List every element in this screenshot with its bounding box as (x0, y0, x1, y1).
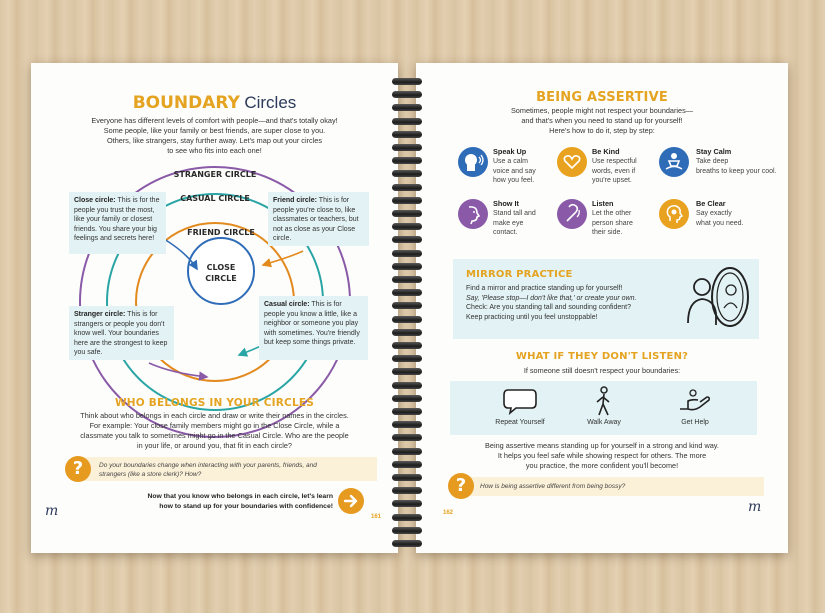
walking-person-icon (592, 385, 616, 417)
intro-line: and that's when you need to stand up for yourself! (521, 116, 683, 125)
options-panel (450, 381, 757, 435)
skill-title: Be Clear (696, 199, 726, 208)
skill-desc-line: breaths to keep your cool. (696, 167, 777, 175)
spiral-ring (392, 461, 422, 468)
question-icon: ? (65, 456, 91, 482)
skill-desc-line: their side. (592, 229, 623, 236)
skill-desc (696, 157, 778, 176)
next-arrow-button[interactable] (338, 488, 364, 514)
intro-line: Here's how to do it, step by step: (549, 126, 655, 135)
spiral-ring (392, 223, 422, 230)
skill-title: Listen (592, 199, 614, 208)
section-line: in your life, or around you, that fit in each circle? (137, 441, 292, 450)
casual-circle-label: CASUAL CIRCLE (180, 194, 250, 203)
friend-circle-callout (268, 192, 369, 246)
spiral-ring (392, 144, 422, 151)
spiral-ring (392, 78, 422, 85)
spiral-ring (392, 157, 422, 164)
section-line: Think about who belongs in each circle and draw or write their names in the circles. (80, 411, 349, 420)
mirror-line: Keep practicing until you feel unstoppable! (466, 313, 598, 321)
skill-title: Be Kind (592, 147, 620, 156)
spiral-ring (392, 408, 422, 415)
face-profile-icon (458, 199, 488, 229)
spiral-ring (392, 448, 422, 455)
stranger-circle-label: STRANGER CIRCLE (173, 170, 257, 179)
skill-desc-line: how you feel. (493, 177, 535, 184)
callout-label: Close circle: (74, 197, 116, 204)
section-title: WHO BELONGS IN YOUR CIRCLES (115, 397, 314, 409)
cta-line: how to stand up for your boundaries with confidence! (159, 502, 333, 510)
callout-label: Casual circle: (264, 301, 310, 308)
spiral-ring (392, 329, 422, 336)
meditation-icon (659, 147, 689, 177)
publisher-logo: m (45, 503, 59, 519)
mirror-practice-panel (453, 259, 759, 339)
stranger-circle-callout (69, 306, 174, 360)
section-line: For example: Your close family members might go in the Close Circle, while a (89, 421, 340, 430)
skill-desc (493, 209, 536, 238)
spiral-ring (392, 540, 422, 547)
skill-desc-line: voice and say (493, 167, 536, 175)
option-label: Repeat Yourself (495, 419, 545, 426)
spiral-ring (392, 382, 422, 389)
skill-desc-line: Stand tall and (493, 210, 536, 217)
skill-title: Stay Calm (696, 147, 732, 156)
lightbulb-head-icon (659, 199, 689, 229)
option-label: Get Help (681, 419, 709, 426)
spiral-ring (392, 210, 422, 217)
spiral-ring (392, 355, 422, 362)
spiral-ring (392, 302, 422, 309)
spiral-ring (392, 487, 422, 494)
speech-bubble-icon (502, 387, 538, 415)
option-label: Walk Away (587, 419, 621, 426)
callout-label: Friend circle: (273, 197, 317, 204)
intro-line: to see who fits into each one! (167, 146, 262, 155)
spiral-ring (392, 434, 422, 441)
question-line: strangers (like a store clerk)? How? (99, 471, 202, 478)
spiral-ring (392, 289, 422, 296)
skill-desc (592, 209, 633, 238)
skill-desc-line: Let the other (592, 210, 632, 217)
question-line: Do your boundaries change when interacting with your parents, friends, and (99, 462, 317, 469)
right-page (416, 63, 788, 553)
spiral-ring (392, 250, 422, 257)
arrow-right-icon (338, 488, 364, 514)
skill-desc (592, 157, 637, 186)
mirror-line: Find a mirror and practice standing up for yourself! (466, 285, 623, 292)
spiral-ring (392, 104, 422, 111)
intro-line: Some people, like your family or best friends, are super close to you. (103, 126, 326, 135)
closing-text (416, 441, 788, 471)
section-body (31, 411, 398, 451)
title-bold: BOUNDARY (132, 93, 240, 113)
cta-text (123, 492, 333, 511)
spiral-ring (392, 263, 422, 270)
skill-desc-line: what you need. (696, 219, 744, 227)
close-label-line: CIRCLE (205, 274, 237, 283)
skill-title: Speak Up (493, 147, 527, 156)
listen-subtitle: If someone still doesn't respect your boundaries: (523, 366, 681, 375)
closing-line: you practice, the more confident you'll become! (525, 461, 679, 470)
question-line: How is being assertive different from being bossy? (480, 483, 626, 490)
skill-desc (493, 157, 536, 186)
spiral-ring (392, 514, 422, 521)
page-number: 161 (371, 514, 382, 520)
close-label-line: CLOSE (206, 263, 236, 272)
spiral-ring (392, 131, 422, 138)
mirror-line: Say, 'Please stop—I don't like that,' or create your own. (466, 294, 637, 302)
mirror-person-icon (680, 263, 754, 337)
spiral-ring (392, 316, 422, 323)
spiral-ring (392, 368, 422, 375)
skill-desc (696, 209, 743, 228)
helping-hand-icon (678, 387, 712, 415)
spiral-ring (392, 527, 422, 534)
spiral-ring (392, 197, 422, 204)
callout-label: Stranger circle: (74, 311, 126, 318)
skill-desc-line: Say exactly (696, 210, 732, 217)
section-line: classmate you talk to sometimes might go in the Casual Circle. Who are the people (80, 431, 349, 440)
spiral-ring (392, 118, 422, 125)
page-title: BEING ASSERTIVE (536, 90, 668, 105)
skill-desc-line: Take deep (696, 158, 729, 165)
spiral-ring (392, 184, 422, 191)
skill-desc-line: words, even if (592, 167, 636, 175)
skill-desc-line: Use respectful (592, 158, 637, 165)
spiral-ring (392, 170, 422, 177)
skill-desc-line: make eye (493, 219, 524, 227)
skill-desc-line: person share (592, 219, 633, 227)
spiral-ring (392, 395, 422, 402)
friend-circle-label: FRIEND CIRCLE (187, 228, 255, 237)
spiral-ring (392, 421, 422, 428)
mirror-text (466, 284, 681, 322)
closing-line: It helps you feel safe while showing respect for others. The more (497, 451, 707, 460)
intro-line: Others, like strangers, stay further away. Let's map out your circles (107, 136, 322, 145)
speaking-head-icon (458, 147, 488, 177)
skill-title: Show It (493, 199, 519, 208)
intro-text (416, 106, 788, 136)
left-page (31, 63, 398, 553)
callout-text: This is for strangers or people you don't know well. Your boundaries here are the strongest to keep you safe. (74, 311, 168, 357)
callout-text: This is for the people you trust the most, like your family or closest friends. You share your big feelings and secrets here! (74, 197, 160, 243)
listen-title: WHAT IF THEY DON'T LISTEN? (515, 351, 689, 362)
spiral-ring (392, 91, 422, 98)
mirror-line: Check: Are you standing tall and sounding confident? (466, 304, 632, 312)
skill-desc-line: Use a calm (493, 158, 529, 165)
question-box (468, 477, 764, 496)
intro-line: Everyone has different levels of comfort with people—and that's totally okay! (91, 116, 338, 125)
stranger-arrow (149, 363, 207, 377)
question-box (81, 457, 377, 481)
close-circle-label (191, 262, 251, 284)
callout-text: This is for people you're close to, like classmates or teachers, but not as close as your Close circle. (273, 197, 359, 243)
heart-hand-icon (557, 147, 587, 177)
spiral-ring (392, 500, 422, 507)
page-number: 162 (443, 510, 454, 516)
spiral-ring (392, 236, 422, 243)
intro-line: Sometimes, people might not respect your boundaries— (510, 106, 694, 115)
spiral-ring (392, 474, 422, 481)
title-light: Circles (244, 93, 297, 112)
callout-text: This is for people you know a little, like a neighbor or someone you play with sometimes. You're friendly but keep some things private. (264, 301, 360, 347)
close-circle-callout (69, 192, 166, 254)
closing-line: Being assertive means standing up for yourself in a strong and kind way. (485, 441, 719, 450)
skill-desc-line: contact. (493, 229, 518, 236)
listening-ear-icon (557, 199, 587, 229)
casual-circle-callout (259, 296, 368, 360)
cta-line: Now that you know who belongs in each circle, let's learn (147, 493, 333, 500)
question-icon: ? (448, 473, 474, 499)
publisher-logo: m (748, 499, 762, 515)
mirror-title: MIRROR PRACTICE (466, 269, 573, 280)
skill-desc-line: you're upset. (592, 177, 632, 184)
spiral-ring (392, 276, 422, 283)
spiral-ring (392, 342, 422, 349)
